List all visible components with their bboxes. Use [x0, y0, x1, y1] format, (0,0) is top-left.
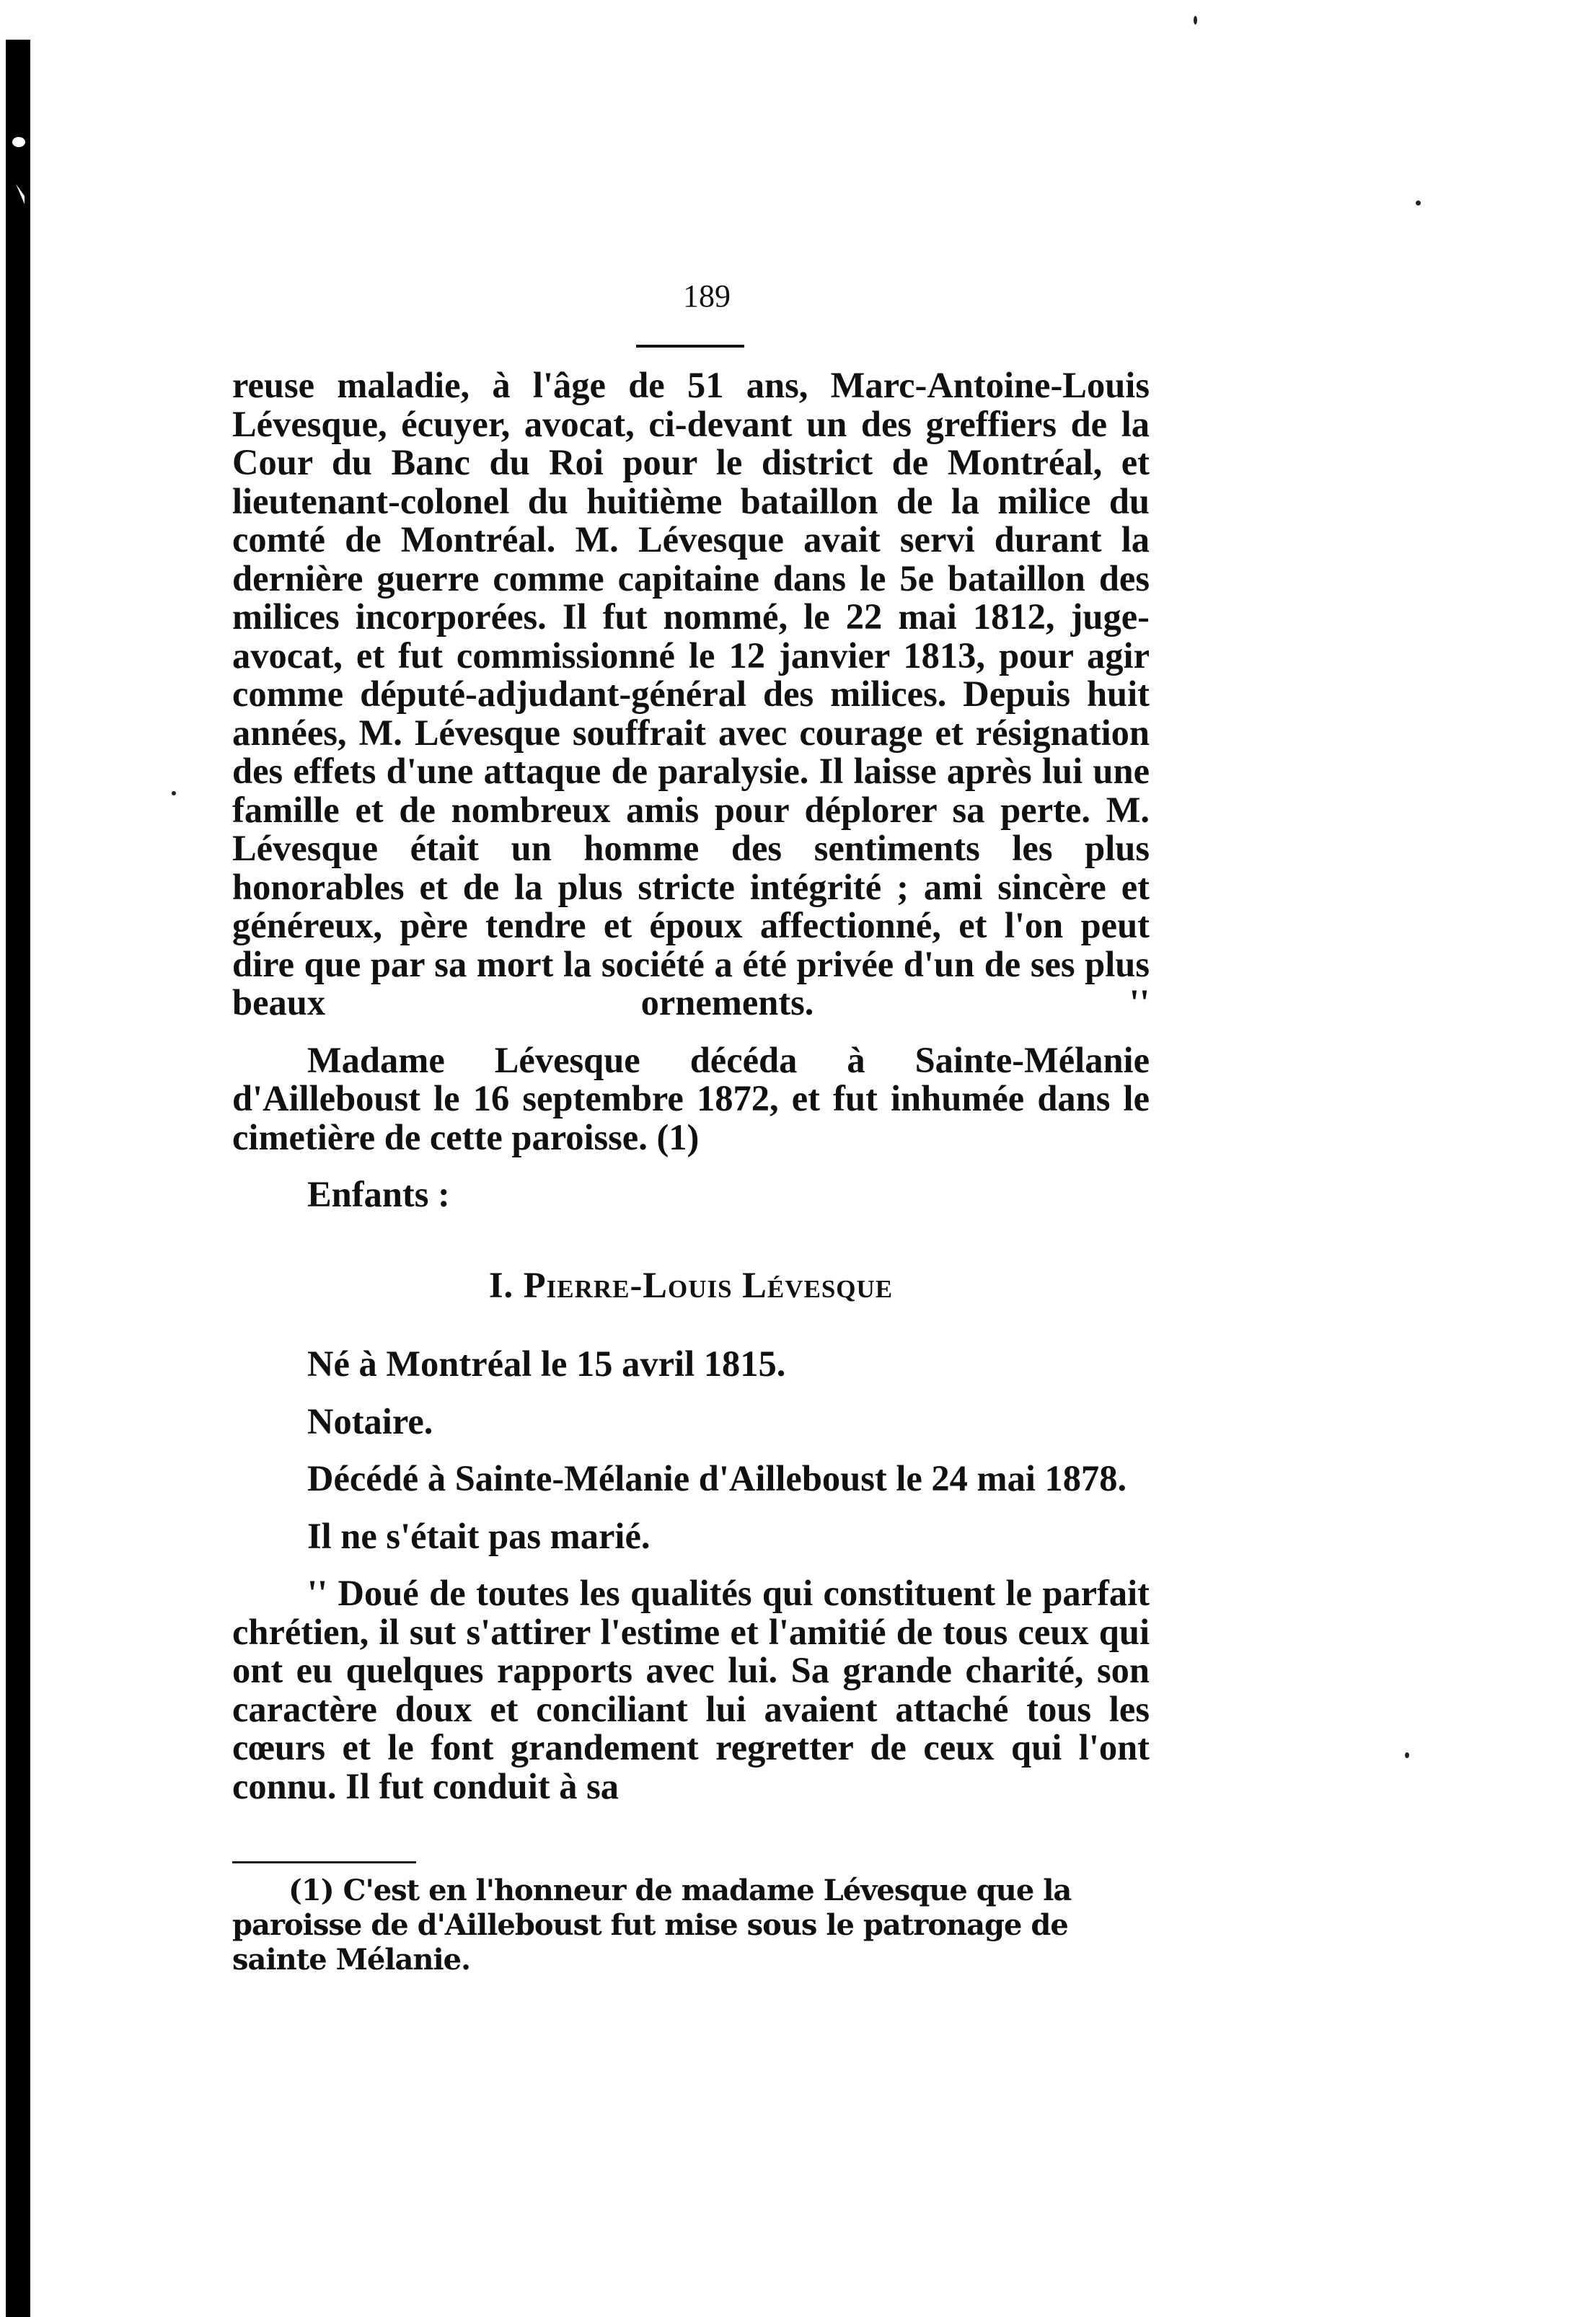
paragraph-death-notice: Madame Lévesque décéda à Sainte-Mélanie d'Ailleboust le 16 septembre 1872, et fut inhumée dans le cimetière de cette paroisse. (1): [232, 1039, 1150, 1157]
footnote-rule: [232, 1861, 416, 1863]
footnote-text: (1) C'est en l'honneur de madame Lévesque que la paroisse de d'Ailleboust fut mise sous le patronage de sainte Mélanie.: [232, 1874, 1072, 1977]
scan-binding-edge: [6, 40, 30, 2317]
paragraph-last-line: beaux ornements. '': [232, 982, 1150, 1023]
entry-marital: Il ne s'était pas marié.: [307, 1515, 651, 1556]
scan-speck: [1405, 1752, 1409, 1758]
scan-edge-notch: [12, 137, 25, 147]
section-heading: I. Pierre-Louis Lévesque: [488, 1264, 894, 1305]
paragraph-text: reuse maladie, à l'âge de 51 ans, Marc-Antoine-Louis Lévesque, écuyer, avocat, ci-devant un des greffiers de la Cour du Banc du Roi pour le district de Montréal, et lieutenant-colonel du huitième bataillon de la milice du comté de Montréal. M. Lévesque avait servi durant la dernière guerre comme capitaine dans le 5e bataillon des milices incorporées. Il fut nommé, le 22 mai 1812, juge-avocat, et fut commissionné le 12 janvier 1813, pour agir comme député-adjudant-général des milices. Depuis huit années, M. Lévesque souffrait avec courage et résignation des effets d'une attaque de paralysie. Il laisse après lui une famille et de nombreux amis pour déplorer sa perte. M. Lévesque était un homme des sentiments les plus honorables et de la plus stricte intégrité ; ami sincère et généreux, père tendre et époux affectionné, et l'on peut dire que par sa mort la société a été privée d'un de ses plus: [232, 365, 1150, 984]
entry-death: Décédé à Sainte-Mélanie d'Ailleboust le 24 mai 1878.: [307, 1458, 1127, 1499]
page-number: 189: [683, 278, 731, 314]
scan-speck: [172, 791, 176, 795]
entry-profession: Notaire.: [307, 1400, 433, 1442]
header-rule: [636, 345, 744, 348]
entry-quotation: '' Doué de toutes les qualités qui constituent le parfait chrétien, il sut s'attirer l'estime et l'amitié de tous ceux qui ont eu quelques rapports avec lui. Sa grande charité, son caractère doux et conciliant lui avaient attaché tous les cœurs et le font grandement regretter de ceux qui l'ont connu. Il fut conduit à sa: [232, 1573, 1150, 1806]
entry-birth: Né à Montréal le 15 avril 1815.: [307, 1343, 786, 1384]
page-body: [232, 366, 1150, 1806]
scan-speck: [1194, 16, 1197, 25]
children-label: Enfants :: [307, 1174, 450, 1214]
footnote: [232, 1874, 1150, 1977]
paragraph-continuation: [232, 366, 1150, 1023]
scan-speck: [1416, 200, 1421, 206]
